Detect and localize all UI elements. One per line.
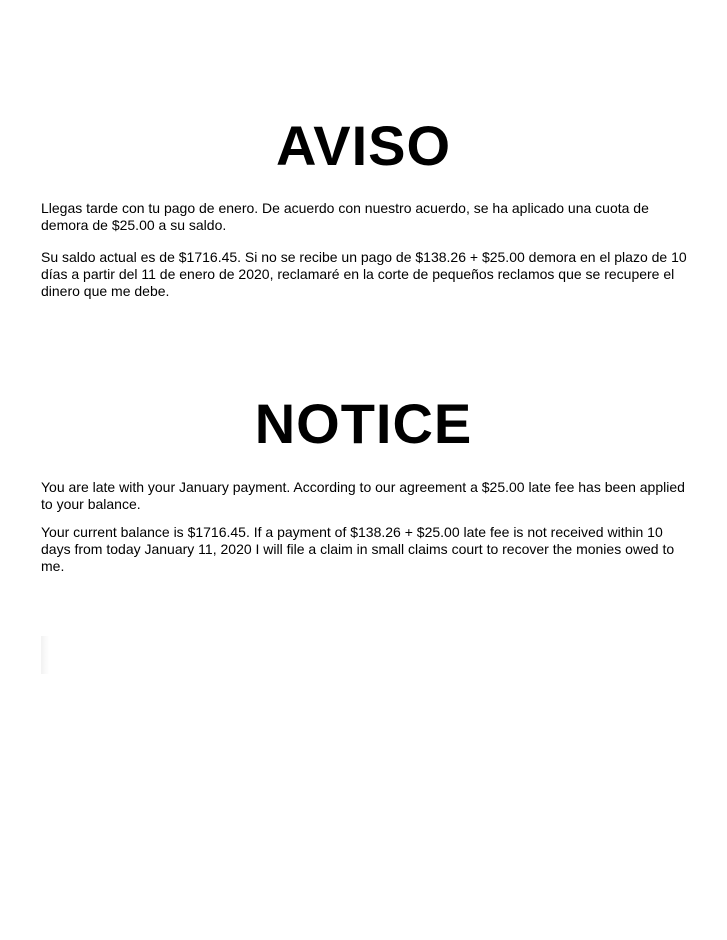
- notice-paragraph-balance: Your current balance is $1716.45. If a payment of $138.26 + $25.00 late fee is not received within 10 days from today January 11, 2020 I will file a claim in small claims court to recover the monies owed to me.: [41, 524, 675, 574]
- notice-paragraph-late-payment: You are late with your January payment. According to our agreement a $25.00 late fee has been applied to your balance.: [41, 479, 685, 512]
- aviso-paragraph-balance: Su saldo actual es de $1716.45. Si no se recibe un pago de $138.26 + $25.00 demora en el plazo de 10 días a partir del 11 de enero de 2020, reclamaré en la corte de pequeños reclamos que se recupere el dinero que me debe.: [41, 249, 687, 299]
- notice-title: NOTICE: [254, 392, 473, 455]
- aviso-title: AVISO: [275, 114, 452, 177]
- aviso-paragraph-late-payment: Llegas tarde con tu pago de enero. De acuerdo con nuestro acuerdo, se ha aplicado una cuota de demora de $25.00 a su saldo.: [41, 200, 649, 233]
- scan-artifact: [41, 636, 49, 674]
